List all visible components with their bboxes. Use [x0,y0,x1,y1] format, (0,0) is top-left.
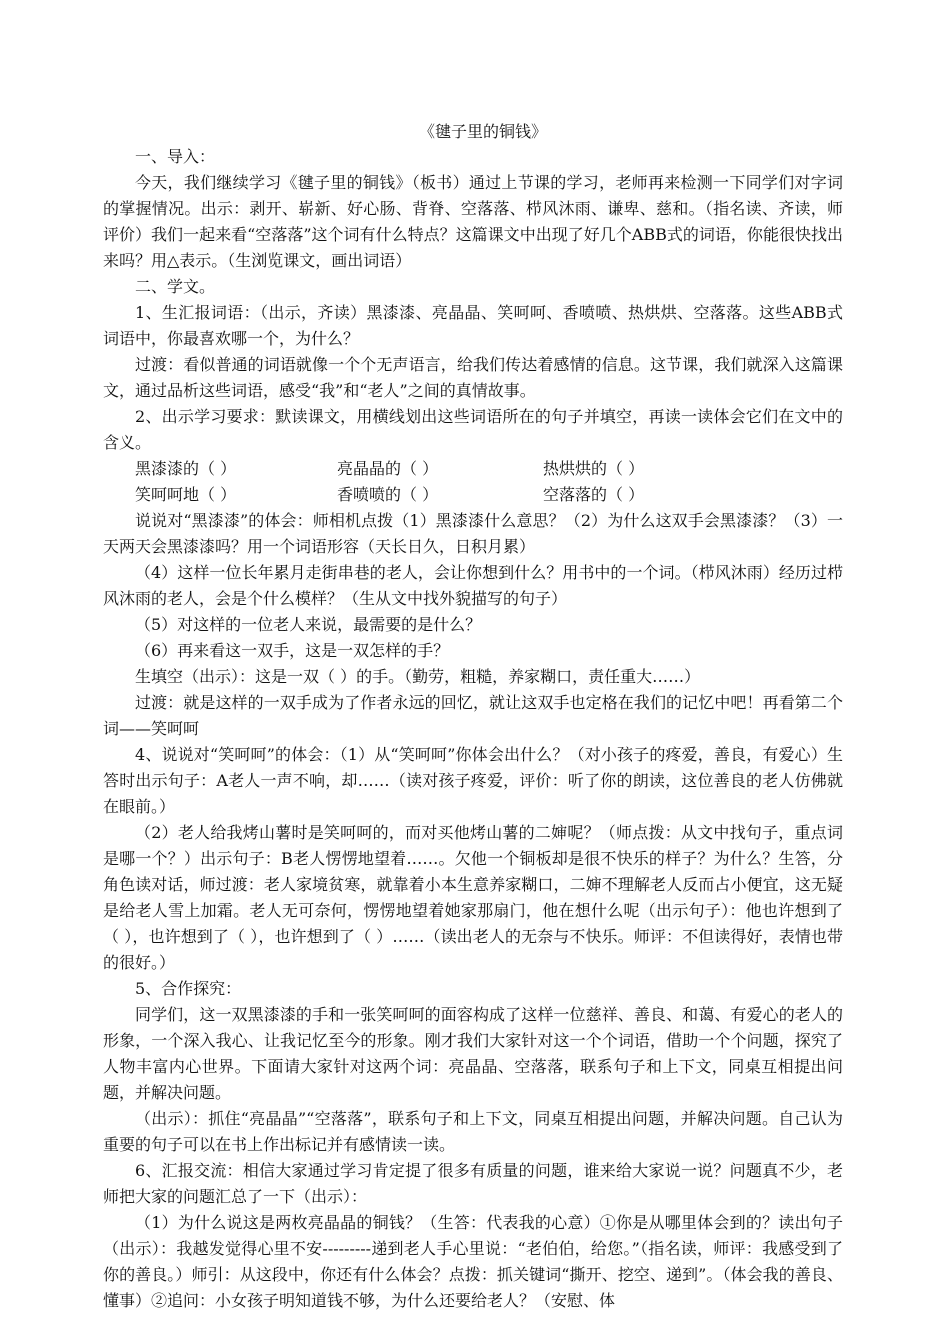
paragraph: 今天，我们继续学习《毽子里的铜钱》（板书）通过上节课的学习，老师再来检测一下同学们对字词的掌握情况。出示：剥开、崭新、好心肠、背脊、空落落、栉风沐雨、谦卑、慈和。（指名读、齐读，师评价）我们一起来看“空落落”这个词有什么特点？这篇课文中出现了好几个ABB式的词语，你能很快找出来吗？用△表示。（生浏览课文，画出词语） [103,173,843,270]
paragraph: （出示）：抓住“亮晶晶”“空落落”，联系句子和上下文，同桌互相提出问题，并解决问题。自己认为重要的句子可以在书上作出标记并有感情读一读。 [103,1109,843,1154]
paragraph: （4）这样一位长年累月走街串巷的老人，会让你想到什么？用书中的一个词。（栉风沐雨）经历过栉风沐雨的老人，会是个什么模样？（生从文中找外貌描写的句子） [103,563,843,608]
paragraph: 6、汇报交流：相信大家通过学习肯定提了很多有质量的问题，谁来给大家说一说？问题真不少，老师把大家的问题汇总了一下（出示）： [103,1161,843,1206]
section-heading-cooperation: 5、合作探究： [135,979,242,998]
fill-blank-item: 香喷喷的（ ） [337,485,439,504]
paragraph: 2、出示学习要求：默读课文，用横线划出这些词语所在的句子并填空，再读一读体会它们在文中的含义。 [103,407,843,452]
fill-blank-item: 热烘烘的（ ） [543,459,645,478]
paragraph: （6）再来看这一双手，这是一双怎样的手？ [135,641,450,660]
paragraph: 过渡：就是这样的一双手成为了作者永远的回忆，就让这双手也定格在我们的记忆中吧！再看第二个词——笑呵呵 [103,693,843,738]
fill-blank-row [103,456,843,482]
fill-blank-row [103,482,843,508]
paragraph: （2）老人给我烤山薯时是笑呵呵的，而对买他烤山薯的二婶呢？（师点拨：从文中找句子，重点词是哪一个？）出示句子：B老人愣愣地望着……。欠他一个铜板却是很不快乐的样子？为什么？生答，分角色读对话，师过渡：老人家境贫寒，就靠着小本生意养家糊口，二婶不理解老人反而占小便宜，这无疑是给老人雪上加霜。老人无可奈何，愣愣地望着她家那扇门，他在想什么呢（出示句子）：他也许想到了（ ），也许想到了（ ），也许想到了（ ）……（读出老人的无奈与不快乐。师评：不但读得好，表情也带的很好。） [103,823,843,972]
fill-blank-item: 黑漆漆的（ ） [135,459,237,478]
paragraph: 说说对“黑漆漆”的体会：师相机点拨（1）黑漆漆什么意思？（2）为什么这双手会黑漆漆？（3）一天两天会黑漆漆吗？用一个词语形容（天长日久，日积月累） [103,511,843,556]
paragraph: （1）为什么说这是两枚亮晶晶的铜钱？（生答：代表我的心意）①你是从哪里体会到的？读出句子（出示）：我越发觉得心里不安---------递到老人手心里说：“老伯伯，给您。”（指名读，师评：我感受到了你的善良。）师引：从这段中，你还有什么体会？点拨：抓关键词“撕开、挖空、递到”。（体会我的善良、懂事）②追问：小女孩子明知道钱不够，为什么还要给老人？（安慰、体 [103,1213,843,1310]
document-page [103,120,843,1314]
section-heading-study: 二、学文。 [135,277,216,296]
paragraph: 4、说说对“笑呵呵”的体会：（1）从“笑呵呵”你体会出什么？（对小孩子的疼爱，善良，有爱心）生答时出示句子：A老人一声不响，却……（读对孩子疼爱，评价：听了你的朗读，这位善良的老人仿佛就在眼前。） [103,745,843,816]
paragraph: 过渡：看似普通的词语就像一个个无声语言，给我们传达着感情的信息。这节课，我们就深入这篇课文，通过品析这些词语，感受“我”和“老人”之间的真情故事。 [103,355,843,400]
document-title: 《毽子里的铜钱》 [418,122,547,141]
fill-blank-item: 空落落的（ ） [543,485,645,504]
paragraph: 同学们，这一双黑漆漆的手和一张笑呵呵的面容构成了这样一位慈祥、善良、和蔼、有爱心的老人的形象，一个深入我心、让我记忆至今的形象。刚才我们大家针对这一个个词语，借助一个个问题，探究了人物丰富内心世界。下面请大家针对这两个词：亮晶晶、空落落，联系句子和上下文，同桌互相提出问题，并解决问题。 [103,1005,843,1102]
fill-blank-item: 亮晶晶的（ ） [337,459,439,478]
fill-blank-item: 笑呵呵地（ ） [135,485,237,504]
paragraph: 生填空（出示）：这是一双（ ）的手。（勤劳，粗糙，养家糊口，责任重大……） [135,667,701,686]
paragraph: （5）对这样的一位老人来说，最需要的是什么？ [135,615,482,634]
section-heading-intro: 一、导入： [135,147,216,166]
paragraph: 1、生汇报词语：（出示，齐读）黑漆漆、亮晶晶、笑呵呵、香喷喷、热烘烘、空落落。这些ABB式词语中，你最喜欢哪一个，为什么？ [103,303,843,348]
